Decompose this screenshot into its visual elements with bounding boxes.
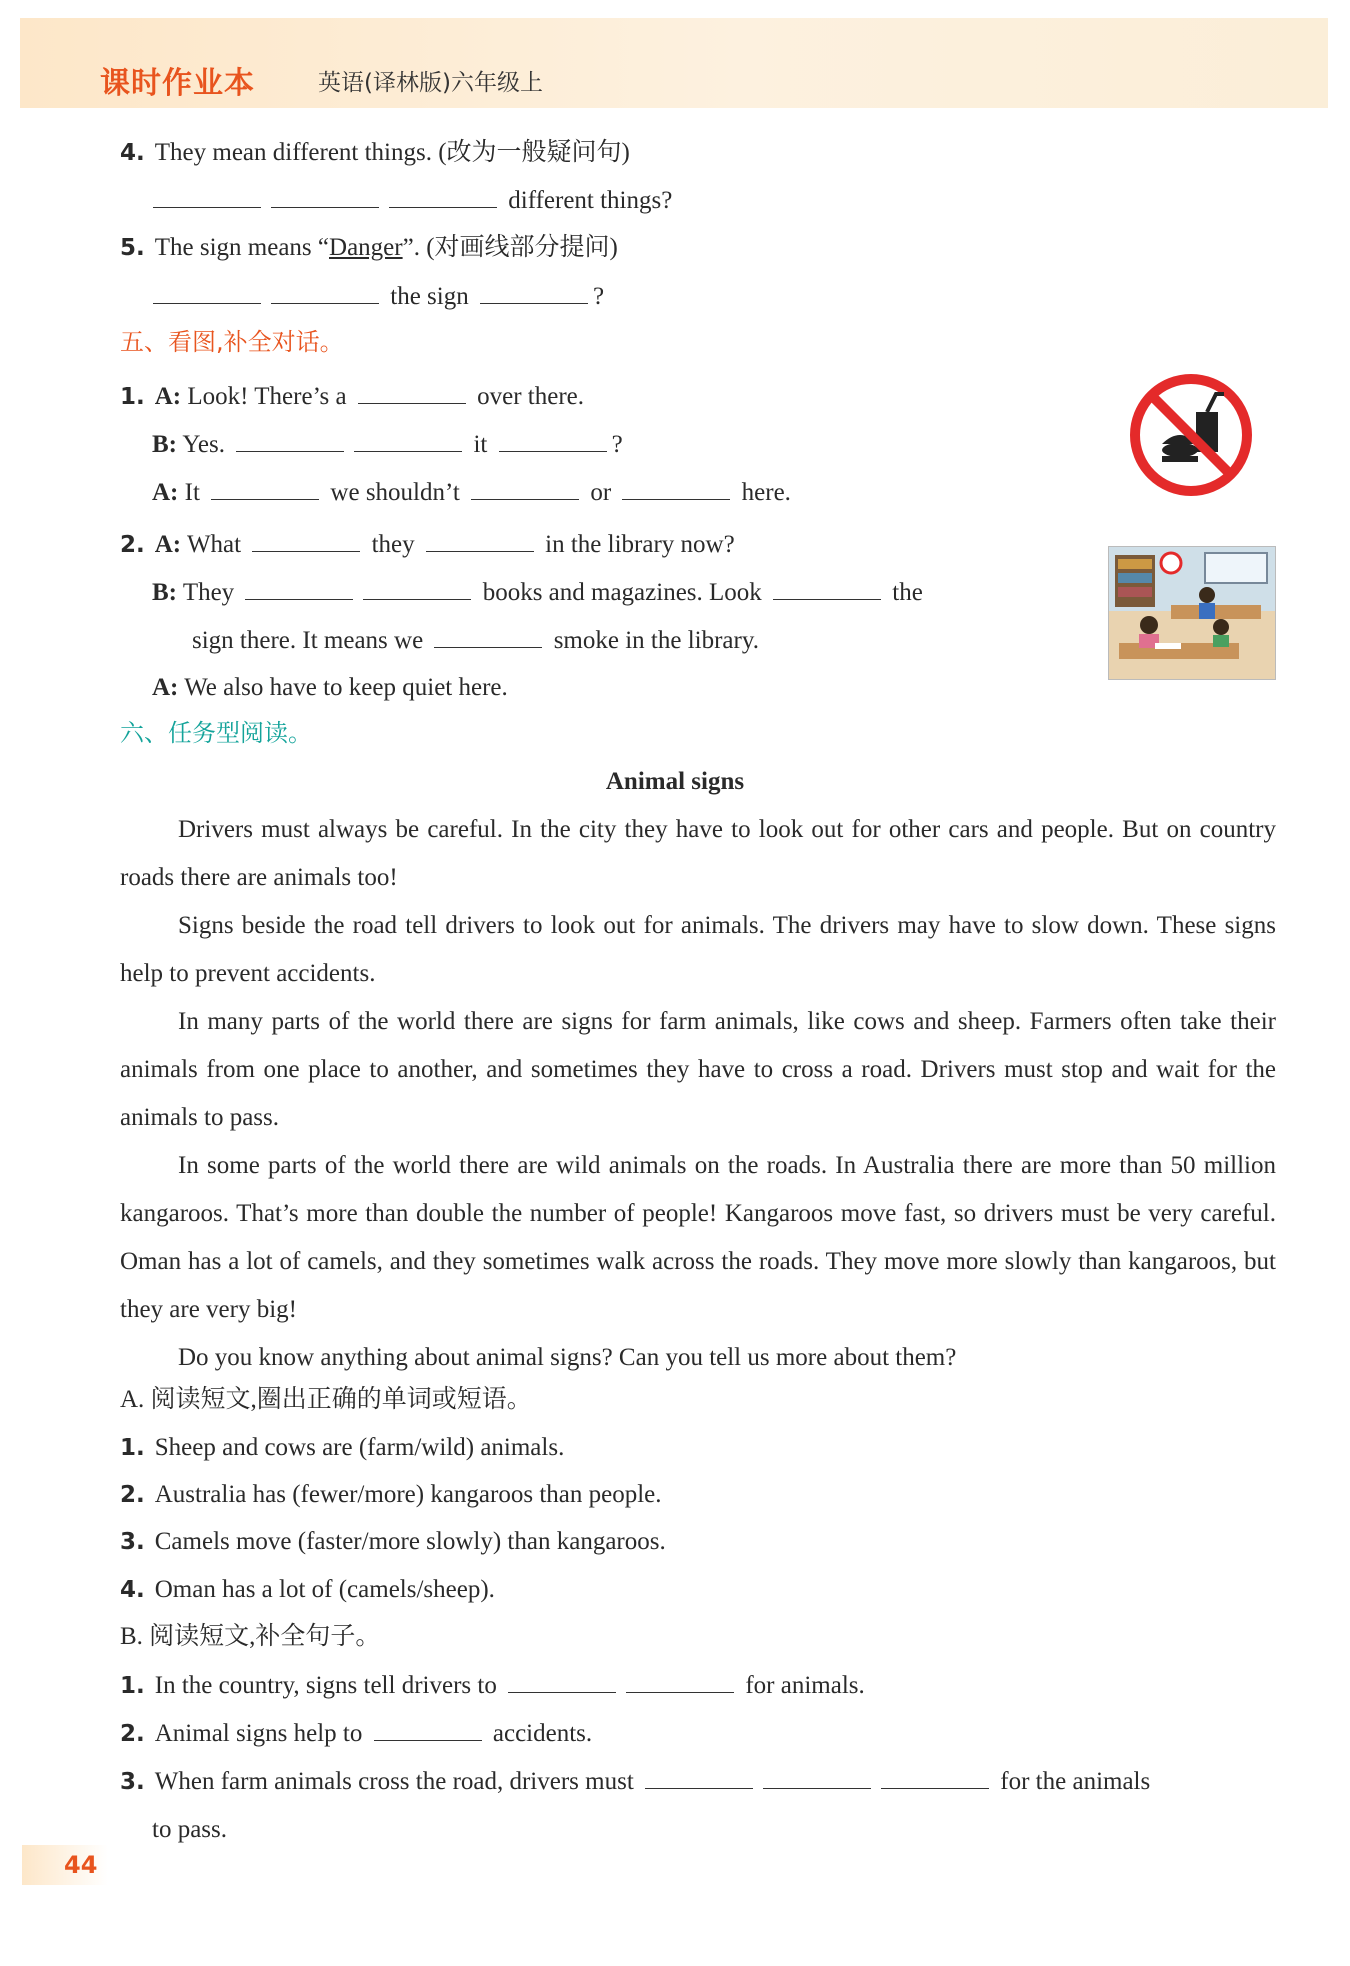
question-4-answer [148, 187, 672, 213]
question-text: They mean different things. (改为一般疑问句) [154, 139, 630, 166]
answer-blank[interactable] [508, 1672, 616, 1693]
answer-blank[interactable] [434, 627, 542, 648]
speaker-label: A: [154, 383, 182, 410]
dialogue-text: it [473, 431, 488, 458]
item-text: When farm animals cross the road, drivers must [154, 1768, 634, 1795]
dialogue-text: the [892, 579, 923, 606]
answer-blank[interactable] [763, 1768, 871, 1789]
underlined-word: Danger [329, 234, 403, 261]
dialogue-2-line-4 [152, 675, 508, 700]
dialogue-1-line-2 [152, 431, 623, 457]
dialogue-text: smoke in the library. [553, 627, 759, 654]
answer-blank[interactable] [271, 283, 379, 304]
passage-paragraph-1: Drivers must always be careful. In the city they have to look out for other cars and people. But on country roads there are animals too! [120, 816, 1276, 891]
section-5-title: 五、看图,补全对话。 [120, 328, 344, 356]
dialogue-text: books and magazines. Look [482, 579, 762, 606]
question-5 [120, 235, 618, 260]
subject-title: 英语(译林版)六年级上 [318, 70, 543, 96]
item-text: Animal signs help to [154, 1720, 363, 1747]
library-scene-icon [1108, 546, 1276, 680]
answer-blank[interactable] [645, 1768, 753, 1789]
answer-blank[interactable] [471, 479, 579, 500]
speaker-label: B: [152, 579, 177, 606]
answer-blank[interactable] [354, 431, 462, 452]
question-4 [120, 140, 630, 165]
part-b-item-1 [120, 1672, 865, 1698]
item-text: Australia has (fewer/more) kangaroos than people. [154, 1481, 662, 1508]
dialogue-text: It [184, 479, 200, 506]
passage-paragraph-4: In some parts of the world there are wild animals on the roads. In Australia there are more than 50 million kangaroos. That’s more than double the number of people! Kangaroos move fast, so drivers must be very careful. Oman has a lot of camels, and they sometimes walk across the roads. They move more slowly than kangaroos, but they are very big! [120, 1152, 1276, 1323]
item-text: accidents. [492, 1720, 593, 1747]
question-number: 1. [120, 1435, 145, 1461]
question-number: 4. [120, 1577, 145, 1603]
part-a-item-1 [120, 1435, 564, 1460]
speaker-label: B: [152, 431, 177, 458]
dialogue-text: sign there. It means we [192, 627, 424, 654]
question-text-pre: The sign means “ [154, 234, 330, 261]
dialogue-text: in the library now? [545, 531, 735, 558]
brand-title: 课时作业本 [100, 66, 255, 101]
dialogue-text: they [371, 531, 415, 558]
answer-text: different things? [508, 187, 673, 214]
part-b-title: B. 阅读短文,补全句子。 [120, 1623, 381, 1650]
part-b-item-2 [120, 1720, 592, 1746]
dialogue-text: They [182, 579, 235, 606]
item-text: for animals. [745, 1672, 865, 1699]
speaker-label: A: [154, 531, 182, 558]
dialogue-2-line-2 [152, 579, 923, 605]
answer-blank[interactable] [773, 579, 881, 600]
answer-blank[interactable] [881, 1768, 989, 1789]
dialogue-text: Look! There’s a [187, 383, 347, 410]
answer-blank[interactable] [426, 531, 534, 552]
no-food-drink-sign-icon [1128, 372, 1254, 498]
question-number: 5. [120, 235, 145, 261]
question-number: 3. [120, 1529, 145, 1555]
section-6-title: 六、任务型阅读。 [120, 719, 312, 747]
item-text: Sheep and cows are (farm/wild) animals. [154, 1434, 565, 1461]
answer-blank[interactable] [480, 283, 588, 304]
dialogue-2-line-1 [120, 531, 735, 557]
answer-blank[interactable] [153, 187, 261, 208]
answer-blank[interactable] [211, 479, 319, 500]
dialogue-1-line-3 [152, 479, 791, 505]
item-text: Camels move (faster/more slowly) than kangaroos. [154, 1528, 666, 1555]
question-number: 2. [120, 532, 145, 558]
passage-paragraph-5: Do you know anything about animal signs? Can you tell us more about them? [178, 1344, 957, 1371]
page-number: 44 [64, 1851, 98, 1879]
answer-blank[interactable] [374, 1720, 482, 1741]
dialogue-text: over there. [477, 383, 584, 410]
answer-blank[interactable] [358, 383, 466, 404]
question-number: 1. [120, 384, 145, 410]
answer-text: ? [592, 283, 605, 310]
question-number: 2. [120, 1482, 145, 1508]
answer-blank[interactable] [622, 479, 730, 500]
answer-blank[interactable] [389, 187, 497, 208]
question-number: 4. [120, 140, 145, 166]
part-b-item-3-continued: to pass. [152, 1816, 227, 1843]
passage-title: Animal signs [605, 768, 745, 795]
question-5-answer [148, 283, 604, 309]
question-number: 2. [120, 1721, 145, 1747]
part-a-title: A. 阅读短文,圈出正确的单词或短语。 [120, 1386, 532, 1413]
dialogue-text: here. [741, 479, 791, 506]
answer-blank[interactable] [626, 1672, 734, 1693]
answer-blank[interactable] [252, 531, 360, 552]
dialogue-1-line-1 [120, 383, 584, 409]
speaker-label: A: [152, 674, 179, 701]
answer-blank[interactable] [236, 431, 344, 452]
dialogue-text: we shouldn’t [330, 479, 460, 506]
question-number: 3. [120, 1769, 145, 1795]
speaker-label: A: [152, 479, 179, 506]
item-text: In the country, signs tell drivers to [154, 1672, 497, 1699]
answer-blank[interactable] [271, 187, 379, 208]
answer-text: the sign [390, 283, 469, 310]
page-number-badge [22, 1845, 108, 1885]
dialogue-text: We also have to keep quiet here. [184, 674, 508, 701]
part-b-item-3 [120, 1768, 1150, 1794]
part-a-item-2 [120, 1482, 662, 1507]
answer-blank[interactable] [499, 431, 607, 452]
dialogue-text: What [186, 531, 242, 558]
passage-paragraph-2: Signs beside the road tell drivers to look out for animals. The drivers may have to slow down. These signs help to prevent accidents. [120, 912, 1276, 987]
item-text: for the animals [1000, 1768, 1151, 1795]
answer-blank[interactable] [363, 579, 471, 600]
question-number: 1. [120, 1673, 145, 1699]
part-a-item-3 [120, 1529, 666, 1554]
passage-paragraph-3: In many parts of the world there are signs for farm animals, like cows and sheep. Farmers often take their animals from one place to another, and sometimes they have to cross a road. Drivers must stop and wait for the animals to pass. [120, 1008, 1276, 1131]
part-a-item-4 [120, 1577, 495, 1602]
dialogue-text: or [590, 479, 612, 506]
dialogue-text: ? [611, 431, 623, 458]
question-text-post: ”. (对画线部分提问) [402, 234, 618, 261]
dialogue-2-line-3 [192, 627, 759, 653]
item-text: Oman has a lot of (camels/sheep). [154, 1576, 495, 1603]
answer-blank[interactable] [153, 283, 261, 304]
answer-blank[interactable] [245, 579, 353, 600]
dialogue-text: Yes. [182, 431, 225, 458]
